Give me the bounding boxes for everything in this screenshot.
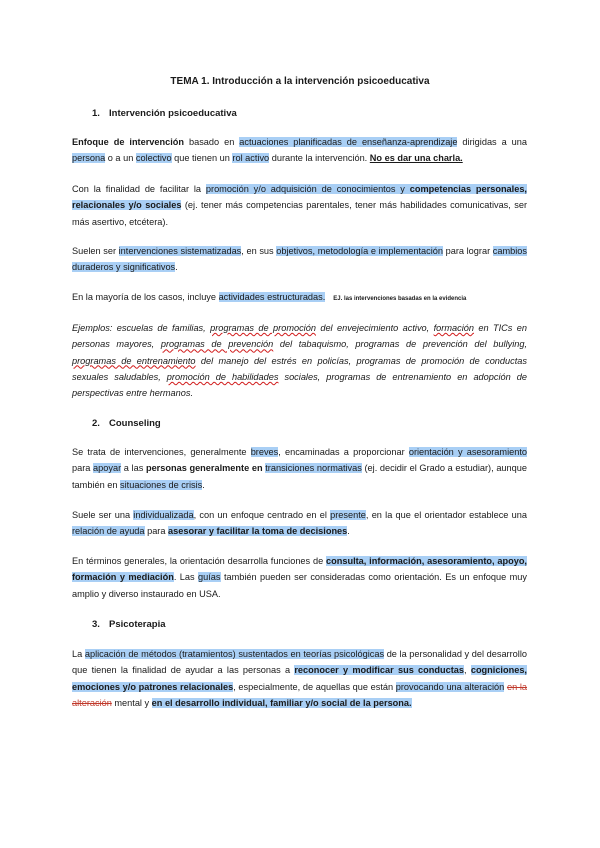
paragraph bbox=[72, 646, 527, 711]
highlighted-text: objetivos, metodología e implementación bbox=[276, 246, 443, 256]
highlighted-text: promoción y/o adquisición bbox=[205, 184, 317, 194]
paragraph bbox=[72, 507, 527, 540]
text-run: Con la finalidad de facilitar la bbox=[72, 184, 206, 194]
text-run: , con un enfoque centrado en el bbox=[193, 510, 331, 520]
highlighted-text: reconocer y modificar sus conductas bbox=[294, 665, 465, 676]
section-heading-text: Counseling bbox=[109, 418, 161, 429]
highlighted-text: individualizada bbox=[133, 510, 194, 520]
highlighted-text: provocando una alteración bbox=[395, 681, 505, 692]
text-run: , bbox=[464, 665, 471, 676]
text-run: dirigidas a una bbox=[457, 137, 528, 147]
text-run: programas de promoción bbox=[210, 323, 316, 333]
text-run: No es dar una charla. bbox=[369, 153, 463, 164]
text-run: , en sus bbox=[241, 246, 277, 256]
highlighted-text: asesorar y facilitar la toma de decisiones bbox=[168, 526, 348, 537]
text-run: en TICs en personas mayores, bbox=[72, 323, 527, 350]
text-run: . bbox=[202, 479, 205, 490]
section-heading-3 bbox=[92, 619, 166, 630]
highlighted-text: de conocimientos y bbox=[316, 184, 410, 194]
text-run: también pueden ser consideradas como orientación. Es un enfoque muy amplio y diverso instaurado en USA. bbox=[72, 572, 527, 599]
highlighted-text: orientación y asesoramiento bbox=[408, 447, 527, 457]
document-title: TEMA 1. Introducción a la intervención psicoeducativa bbox=[170, 76, 430, 87]
text-run: Se trata de intervenciones, generalmente bbox=[72, 447, 251, 457]
text-run: programas de entrenamiento bbox=[72, 355, 196, 366]
section-heading-2 bbox=[92, 418, 161, 429]
text-run: Ejemplos: escuelas de familias, bbox=[72, 323, 211, 333]
text-run: para bbox=[144, 526, 169, 537]
text-run: En términos generales, la orientación desarrolla funciones de bbox=[72, 556, 327, 566]
highlighted-text: breves bbox=[250, 447, 279, 457]
examples-paragraph bbox=[72, 320, 527, 401]
text-run: que tienen un bbox=[171, 153, 233, 164]
text-run: . Las bbox=[173, 572, 199, 583]
highlighted-text: competencias personales, relacionales y/o sociales bbox=[72, 184, 527, 211]
highlighted-text: aplicación de métodos (tratamientos) sustentados en teorías psicológicas bbox=[84, 649, 385, 659]
text-run: , en la que el orientador establece una bbox=[365, 510, 527, 520]
text-run: a las bbox=[121, 463, 146, 474]
text-run: del tabaquismo, programas de prevención del bullying, bbox=[273, 339, 528, 350]
text-run: promoción de habilidades bbox=[166, 371, 279, 382]
text-run: o a un bbox=[105, 153, 136, 164]
highlighted-text: relación de ayuda bbox=[72, 526, 145, 537]
handwritten-note: EJ. las intervenciones basadas en la evidencia bbox=[333, 296, 467, 302]
text-run: , encaminadas a proporcionar bbox=[278, 447, 409, 457]
highlighted-text: colectivo bbox=[135, 153, 172, 164]
paragraph bbox=[72, 243, 527, 276]
text-run: personas generalmente en bbox=[145, 463, 263, 474]
highlighted-text: rol activo bbox=[232, 153, 270, 164]
highlighted-text: guías bbox=[198, 572, 221, 583]
section-heading-text: Psicoterapia bbox=[109, 619, 166, 630]
highlighted-text: apoyar bbox=[93, 463, 122, 474]
text-run: mental y bbox=[111, 697, 152, 708]
text-run: . bbox=[175, 262, 178, 273]
highlighted-text: consulta, información, asesoramiento, apoyo, formación y mediación bbox=[72, 556, 527, 583]
highlighted-text: situaciones de crisis bbox=[120, 479, 203, 490]
highlighted-text: actuaciones planificadas de enseñanza-aprendizaje bbox=[239, 137, 458, 147]
section-heading-text: Intervención psicoeducativa bbox=[109, 108, 237, 119]
text-run: durante la intervención. bbox=[269, 153, 370, 164]
paragraph bbox=[72, 444, 527, 493]
paragraph bbox=[72, 553, 527, 602]
highlighted-text: cambios duraderos y significativos bbox=[72, 246, 527, 273]
highlighted-text: en el desarrollo individual, familiar y/o social de la persona. bbox=[151, 697, 412, 708]
highlighted-text: intervenciones sistematizadas bbox=[118, 246, 242, 256]
text-run: (ej. decidir el Grado a estudiar), aunque también en bbox=[72, 463, 527, 490]
text-run: basado en bbox=[184, 137, 240, 147]
section-number: 1. bbox=[92, 108, 100, 119]
text-run: En la mayoría de los casos, incluye bbox=[72, 292, 219, 302]
text-run: para bbox=[72, 463, 94, 474]
paragraph bbox=[72, 134, 527, 167]
text-run: del envejecimiento activo, bbox=[315, 323, 434, 333]
text-run: en la alteración bbox=[72, 681, 527, 708]
text-run: (ej. tener más competencias parentales, tener más habilidades comunicativas, ser más asertivo, etcétera). bbox=[72, 200, 527, 227]
text-run: programas de prevención bbox=[160, 339, 274, 350]
highlighted-text: actividades estructuradas. bbox=[218, 292, 326, 302]
highlighted-text: transiciones normativas bbox=[265, 463, 362, 474]
text-run: , especialmente, de aquellas que están bbox=[233, 681, 396, 692]
highlighted-text: presente bbox=[330, 510, 366, 520]
highlighted-text: cogniciones, emociones y/o patrones relacionales bbox=[72, 665, 527, 692]
text-run: Enfoque de intervención bbox=[72, 137, 185, 147]
paragraph bbox=[72, 181, 527, 230]
text-run: de la personalidad y del desarrollo que tienen la finalidad de ayudar a las personas a bbox=[72, 649, 527, 676]
text-run: formación bbox=[433, 323, 474, 333]
section-number: 3. bbox=[92, 619, 100, 630]
text-run: para lograr bbox=[442, 246, 493, 256]
text-run: del manejo del estrés en policías, programas de promoción de conductas sexuales saludables, bbox=[72, 355, 527, 382]
paragraph bbox=[72, 289, 527, 307]
highlighted-text: persona bbox=[72, 153, 106, 164]
text-run: Suele ser una bbox=[72, 510, 134, 520]
text-run: . bbox=[347, 526, 350, 537]
section-heading-1 bbox=[92, 108, 237, 119]
text-run: Suelen ser bbox=[72, 246, 119, 256]
text-run: sociales, programas de entrenamiento en adopción de perspectivas entre hermanos. bbox=[72, 371, 527, 399]
section-number: 2. bbox=[92, 418, 100, 429]
text-run: La bbox=[72, 649, 85, 659]
